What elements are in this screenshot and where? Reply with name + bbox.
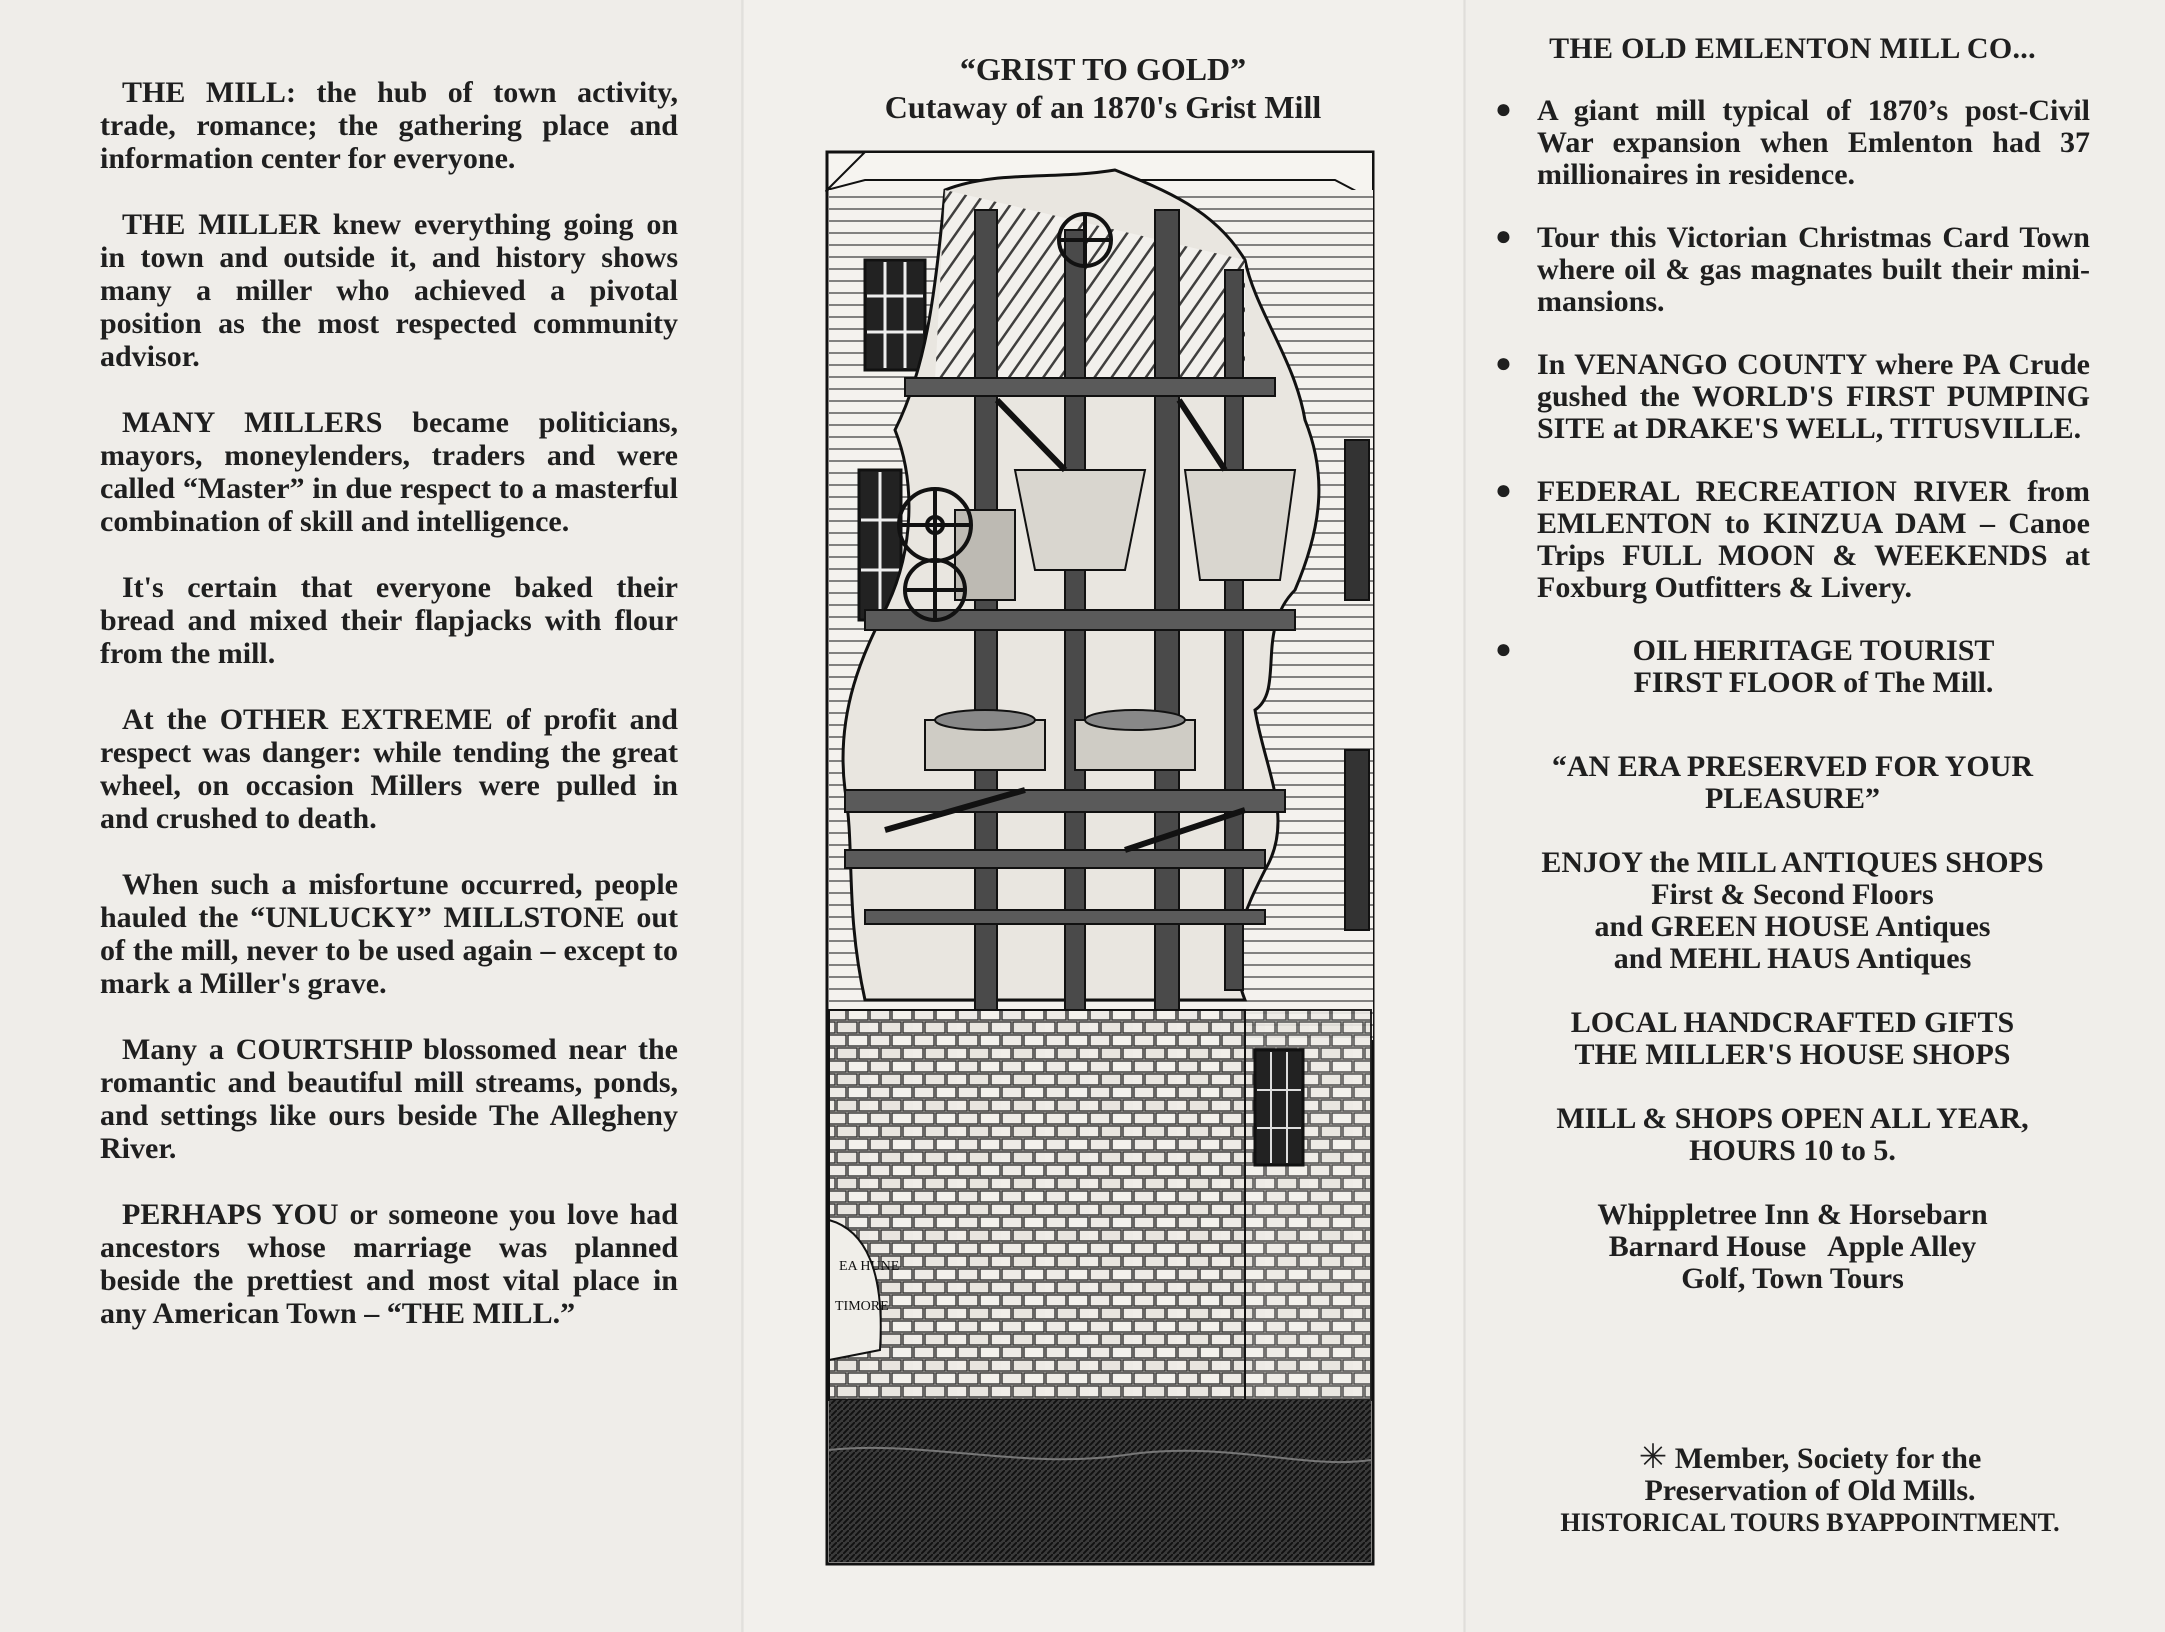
bullet-dot-icon: ● bbox=[1495, 221, 1512, 252]
bullet-dot-icon: ● bbox=[1495, 634, 1512, 665]
historical-tours-line: HISTORICAL TOURS BYAPPOINTMENT. bbox=[1560, 1508, 2060, 1537]
mill-cutaway-illustration bbox=[825, 150, 1375, 1566]
membership-note bbox=[1520, 1439, 2100, 1539]
era-quote bbox=[1495, 751, 2090, 815]
svg-text:EA HUNE: EA HUNE bbox=[839, 1259, 900, 1274]
inn-block bbox=[1495, 1199, 2090, 1295]
bullet-text bbox=[1537, 635, 2090, 699]
paragraph-unlucky-millstone: When such a misfortune occurred, people hauled the “UNLUCKY” MILLSTONE out of the mill, never to be used again – except to mark a Miller's grave. bbox=[100, 868, 678, 1000]
bullet-item bbox=[1495, 349, 2090, 445]
hours-line: MILL & SHOPS OPEN ALL YEAR, bbox=[1556, 1102, 2029, 1135]
bullet-text: A giant mill typical of 1870’s post-Civil War expansion when Emlenton had 37 millionaires in residence. bbox=[1537, 94, 2090, 191]
paragraph-perhaps-you: PERHAPS YOU or someone you love had ancestors whose marriage was planned beside the prettiest and most vital place in any American Town – “THE MILL.” bbox=[100, 1198, 678, 1330]
hours-line: HOURS 10 to 5. bbox=[1689, 1134, 1896, 1167]
quote-line: “AN ERA PRESERVED FOR YOUR bbox=[1551, 750, 2034, 783]
shops-line: ENJOY the MILL ANTIQUES SHOPS bbox=[1541, 846, 2044, 879]
shops-line: and MEHL HAUS Antiques bbox=[1613, 942, 1972, 975]
svg-text:TIMORE: TIMORE bbox=[835, 1299, 889, 1314]
illustration-title bbox=[742, 50, 1464, 126]
oil-heritage-line2: FIRST FLOOR of The Mill. bbox=[1633, 666, 1994, 699]
bullet-item bbox=[1495, 222, 2090, 318]
stone-foundation bbox=[829, 1010, 1245, 1400]
shops-line: First & Second Floors bbox=[1651, 878, 1934, 911]
paragraph-courtship: Many a COURTSHIP blossomed near the romantic and beautiful mill streams, ponds, and settings like ours beside The Allegheny River. bbox=[100, 1033, 678, 1165]
title-cutaway: Cutaway of an 1870's Grist Mill bbox=[884, 89, 1322, 125]
fold-line-left bbox=[741, 0, 744, 1632]
gifts-line: LOCAL HANDCRAFTED GIFTS bbox=[1570, 1006, 2015, 1039]
member-line: Member, Society for the bbox=[1674, 1442, 1982, 1475]
right-heading: THE OLD EMLENTON MILL CO... bbox=[1549, 32, 2036, 65]
paragraph-the-mill: THE MILL: the hub of town activity, trade, romance; the gathering place and information center for everyone. bbox=[100, 76, 678, 175]
bullet-text: Tour this Victorian Christmas Card Town where oil & gas magnates built their mini-mansions. bbox=[1537, 221, 2090, 318]
shops-line: and GREEN HOUSE Antiques bbox=[1594, 910, 1991, 943]
paragraph-the-miller: THE MILLER knew everything going on in town and outside it, and history shows many a miller who achieved a pivotal position as the most respected community advisor. bbox=[100, 208, 678, 373]
gifts-block bbox=[1495, 1007, 2090, 1071]
left-column-text bbox=[100, 76, 678, 1363]
bullet-dot-icon: ● bbox=[1495, 348, 1512, 379]
bullet-text: FEDERAL RECREATION RIVER from EMLENTON to KINZUA DAM – Canoe Trips FULL MOON & WEEKENDS at Foxburg Outfitters & Livery. bbox=[1537, 475, 2090, 604]
bullet-dot-icon: ● bbox=[1495, 94, 1512, 125]
inn-line: Golf, Town Tours bbox=[1681, 1262, 1904, 1295]
gifts-line: THE MILLER'S HOUSE SHOPS bbox=[1574, 1038, 2011, 1071]
bullet-dot-icon: ● bbox=[1495, 475, 1512, 506]
inn-line: Barnard House Apple Alley bbox=[1608, 1230, 1977, 1263]
member-line: Preservation of Old Mills. bbox=[1644, 1474, 1976, 1507]
window-upper-left bbox=[865, 260, 925, 370]
bullet-item bbox=[1495, 476, 2090, 604]
oil-heritage-line1: OIL HERITAGE TOURIST bbox=[1632, 634, 1995, 667]
hours-block bbox=[1495, 1103, 2090, 1167]
inn-line: Whippletree Inn & Horsebarn bbox=[1597, 1198, 1988, 1231]
foundation-window bbox=[1255, 1050, 1303, 1165]
antique-shops-block bbox=[1495, 847, 2090, 975]
fold-line-right bbox=[1463, 0, 1466, 1632]
paragraph-danger: At the OTHER EXTREME of profit and respect was danger: while tending the great wheel, on occasion Millers were pulled in and crushed to death. bbox=[100, 703, 678, 835]
ground-shadow bbox=[829, 1400, 1371, 1562]
title-grist-to-gold: “GRIST TO GOLD” bbox=[959, 51, 1247, 87]
quote-line: PLEASURE” bbox=[1704, 782, 1881, 815]
right-column bbox=[1495, 33, 2090, 1327]
paragraph-flour: It's certain that everyone baked their bread and mixed their flapjacks with flour from the mill. bbox=[100, 571, 678, 670]
bullet-item-oil-heritage bbox=[1495, 635, 2090, 699]
paragraph-many-millers: MANY MILLERS became politicians, mayors, moneylenders, traders and were called “Master” in due respect to a masterful combination of skill and intelligence. bbox=[100, 406, 678, 538]
bullet-text: In VENANGO COUNTY where PA Crude gushed the WORLD'S FIRST PUMPING SITE at DRAKE'S WELL, TITUSVILLE. bbox=[1537, 348, 2090, 445]
asterisk-star-icon: ✳ bbox=[1638, 1439, 1668, 1476]
bullet-item bbox=[1495, 95, 2090, 191]
